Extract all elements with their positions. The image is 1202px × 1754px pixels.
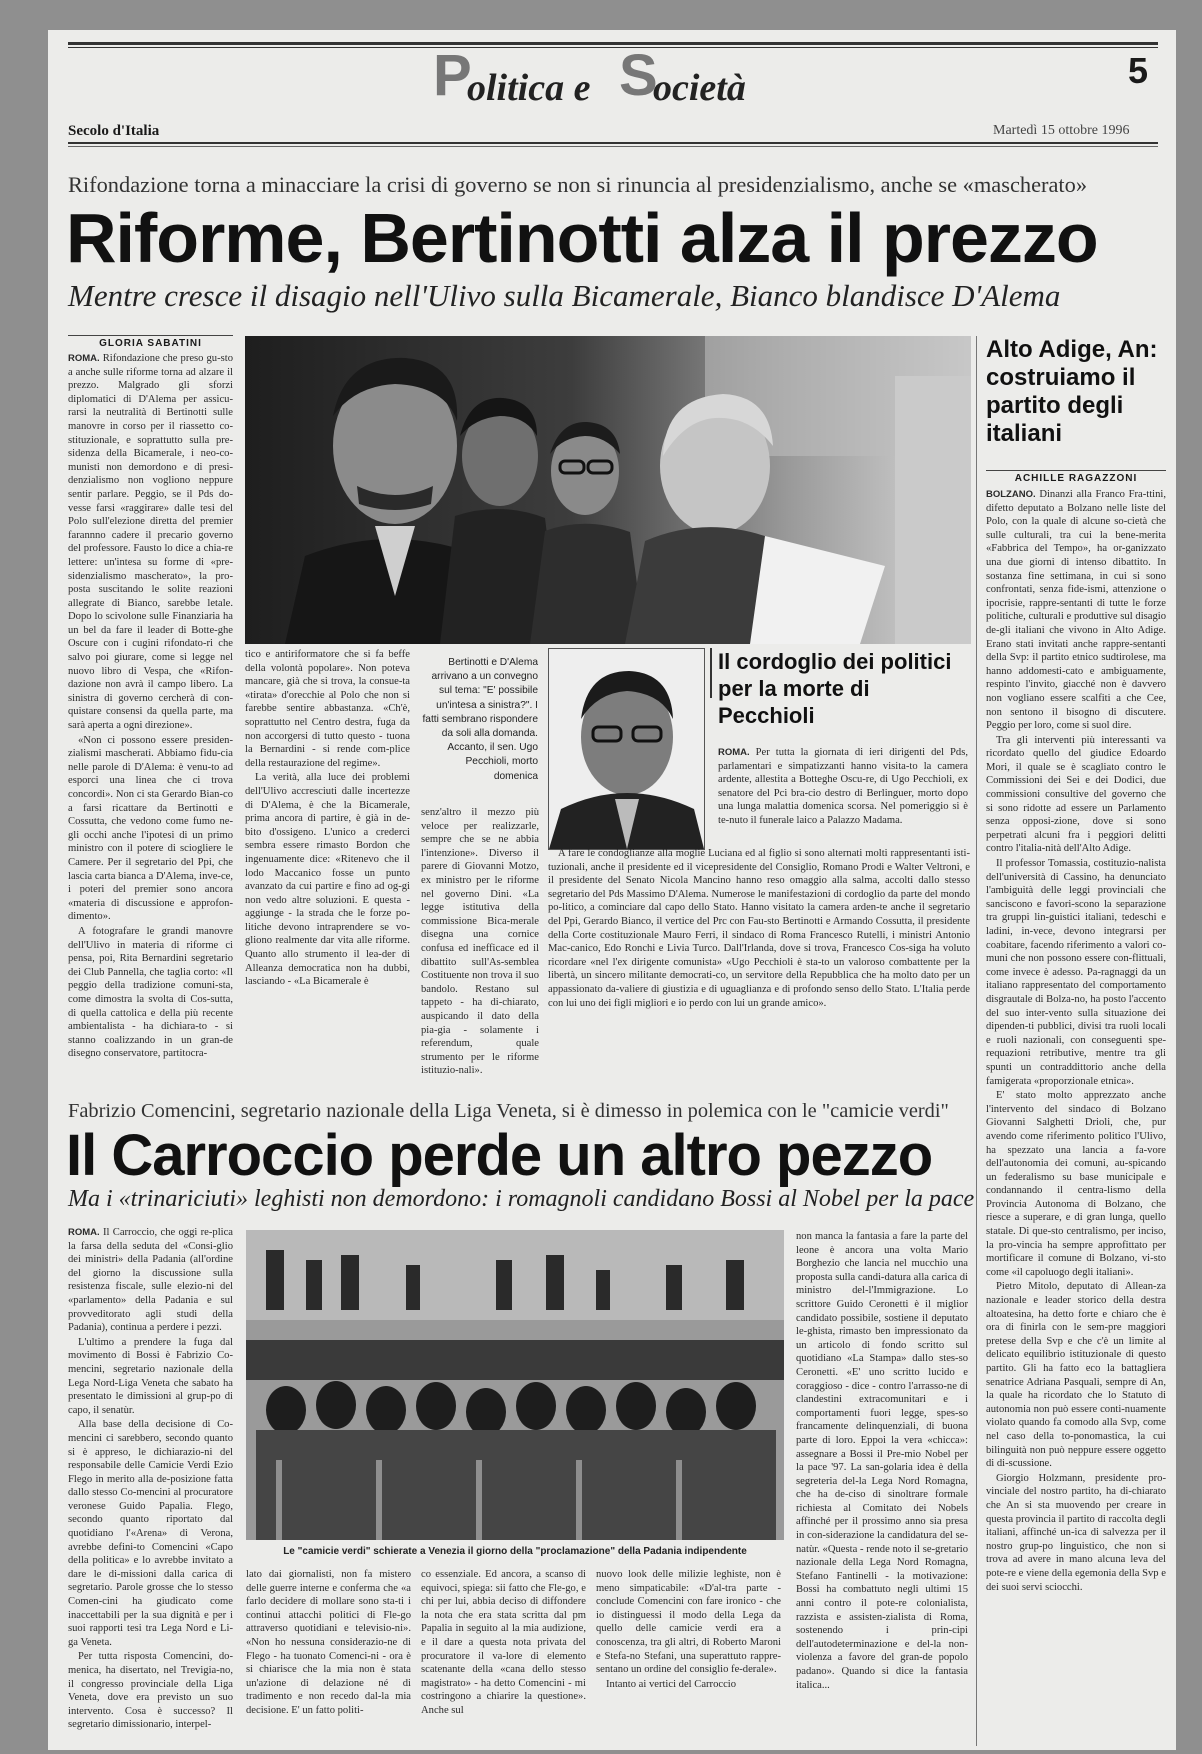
section-initial-p: P (433, 43, 472, 108)
lead-col2-text: tico e antiriformatore che si fa beffe della volontà popolare». Non poteva mancare, già che si trova, la consue-ta «tirata» d'orecchie al Polo che non si farebbe sentire abbastanza. «Ch'è, soprattutto nel Centro destra, fuga da non accorgersi di tutto questo - tuona la Bernardini - si rende com-plice della restaurazione del regime». (245, 649, 410, 769)
lead-photo-illustration (245, 336, 971, 644)
pecchioli-text: Per tutta la giornata di ieri dirigenti del Pds, parlamentari e simpatizzanti hanno visita-to la camera ardente, allestita a Botteghe Oscu-re, di Ugo Pecchioli, ex senatore del Pci bra-cio destro di Berlinguer, morto dopo una lunga malattia domenica scorsa. Nel pomeriggio si è te-nuto il funerale laico a Palazzo Madama. (718, 747, 968, 826)
second-subhead: Ma i «trinariciuti» leghisti non demordono: i romagnoli candidano Bossi al Nobel per la pace (68, 1186, 975, 1212)
lead-byline: GLORIA SABATINI (68, 335, 233, 349)
masthead-rule-thin (68, 146, 1158, 147)
alto-adige-text3: Il professor Tomassia, costituzio-nalista dell'università di Cassino, ha denunciato l'ambiguità delle leggi provinciali che sanciscono e favori-scono la separazione tra gruppi lin-guistici italiani, tedeschi e ladini, in-vece, devono integrarsi per coabitare, facendo riferimento a valori co-muni che non possono essere con-flittuali, come invece è adesso. Pa-ragnaggi da un italiano rappresentato del comportamento disgrautale di Bolza-no, ha posto l'accento del suo inter-vento sulla situazione dei dipenden-ti pubblici, divisi tra ruoli locali e ruoli nazionali, con conseguenti spe-requazioni retributive, mentre tra gli spunti un contraddittorio anche della famigerata «proporzionale etnica». (986, 858, 1166, 1087)
alto-adige-text: Dinanzi alla Franco Fra-ttini, difetto deputato a Bolzano nelle liste del Polo, con la quale di alcune so-cietà che sulle culturali, tra cui la bene-merita «Fabbrica del Tempo», ha or-ganizzato una due giorni di intenso dibattito. In sostanza fine settimana, in cui si sono confrontati, senza fide-ismi, attenzione o ipocrisie, rappre-sentanti di tutte le forze politiche, culturali e produttive sul disagio de-gli italiani che vivono in Alto Adige. Erano stati invitati anche rappre-sentanti della Svp: il partito etnico sudtirolese, ma hanno addomesti-cato e ambiguamente, respinto l'invito, giacché non è davvero non vogliano essere scalfiti a che Cee, non sentono il bisogno di discutere. Peggio per loro, come si suol dire. (986, 489, 1166, 732)
lead-headline: Riforme, Bertinotti alza il prezzo (66, 199, 1098, 277)
lead-kicker: Rifondazione torna a minacciare la crisi di governo se non si rinuncia al presidenzialismo, anche se «mascherato» (68, 172, 1088, 197)
camicie-verdi-caption: Le "camicie verdi" schierate a Venezia il giorno della "proclamazione" della Padania indipendente (283, 1546, 747, 1557)
second-column-1 (68, 1226, 233, 1746)
section-title-part2: ocietà (653, 67, 746, 109)
pecchioli-photo (548, 648, 705, 850)
lead-col1c-text: A fotografare le grandi manovre dell'Ulivo in materia di riforme ci pensa, poi, Rita Bernardini segretario dei Club Pannella, che taglia corto: «Il peggio della tradizione comuni-sta, come dimostra la svolta di Cos-sutta, di quella cattolica e della più recente ambientalista - ha dichiara-to - si stanno coalizzando in un gran-de disegno conservatore, partitocra- (68, 925, 233, 1060)
second-col1c-text: Alla base della decisione di Co-mencini ci sarebbero, secondo quanto si è appreso, le dichiarazio-ni del responsabile delle Camicie Verdi Ezio Flego in merito alla de-posizione fatta dallo stesso Co-mencini al procuratore veronese Guido Papalia. Flego, secondo quanto riportato dal quotidiano l'«Arena» di Verona, avrebbe defini-to Comencini «Capo della politica» e lo avrebbe invitato a dare le di-missioni dalla carica di segretario. Parole grosse che lo stesso Comen-cini ha giudicato come inaccettabili per la sua dignità e per i suoi rapporti tesi tra Lega Nord e Li-ga Veneta. (68, 1419, 233, 1648)
second-col5-text: non manca la fantasia a fare la parte del leone è ancora una volta Mario Borghezio che lancia nel mucchio una proposta sulla candi-datura alla carica di ministro del-l'Immigrazione. Lo scrittore Guido Ceronetti è il miglior candidato possibile, sostiene il deputato le-ghista, rimasto ben impressionato da un articolo di fondo scritto sul quotidiano «La Stampa» dallo stes-so Ceronetti. «E' uno scritto lucido e coraggioso - dice - contro l'arrasso-ne di clandestini extracomunitari e i comportamenti fuori legge, spes-so francamente delinquenziali, di buona parte di loro. Eppoi la vera «chicca»: assegnare a Bossi il Pre-mio Nobel per la pace '97. La san-golaria idea è della segreteria del-la Lega Nord Romagna, che ha de-ciso di sinoltrare formale richiesta al Comitato dei Nobels affinché per il prossimo anno sia presa in con-siderazione la candidatura del se-natùr. «Questa - rende noto il se-gretario nazionale della Lega Nord Romagna, Stefano Fantinelli - la motivazione: Bossi ha combattuto negli ultimi 15 anni contro il pote-re colonialista, razzista e assisten-zialista di Roma, sostenendo i prin-cipi dell'autodeterminazione e del-la non-violenza a favore del gran-de popolo padano». Quando si dice la fantasia italica... (796, 1231, 968, 1691)
second-col2-text: lato dai giornalisti, non fa mistero delle guerre interne e conferma che «a farlo decidere di mollare sono sta-ti i continui attacchi politici di Fle-go attraverso quotidiani e televisio-ni». «Non ho nessuna considerazio-ne di Flego - ha tuonato Comenci-ni - ora è si chiarisce che la mia non è stata un'azione di delazione né di tradimento e non recedo dal-la mia decisione. E' un fatto politi- (246, 1569, 411, 1716)
pecchioli-portrait (549, 649, 704, 849)
lead-column-1 (68, 352, 233, 1092)
alto-adige-column (986, 488, 1166, 1746)
lead-photo-bertinotti-dalema (245, 336, 971, 644)
second-dateline: ROMA. (68, 1227, 100, 1238)
lead-col1-text: Rifondazione che preso gu-sto a anche sulle riforme torna ad alzare il prezzo. Malgrado gli sforzi diplomatici di D'Alema per assicu-rarsi la neutralità di Bertinotti sulle manovre in corso per il riassetto co-stituzionale, e soprattutto sulla pre-sidenza della Bicamerale, i neo-co-munisti non demordono e di presi-denzialismo non vogliono neppure sentir parlare. Peggio, se il Pds do-vesse farsi «raggirare» dalle tesi del Polo sull'elezione diretta del premier farannno cadere il precario governo del professore. Fausto lo dice a chia-re lettere: un'intesa su forme di «pre-sidenzialismo mascherato», la pro-posta suscitando le solite reazioni allegrate di Bianco, sarebbe letale. Dopo lo scivolone sulle Finanziaria ha un bel da fare il leader di Botte-ghe Oscure con i cugini rifondato-ri che salvo poi giurare, come si legge nel nuovo libro di Vespa, che «Rifon-dazione non avrà il campo libero. La sinistra di governo cercherà di con-quistare consensi da quella parte, ma sarà aperta a ogni direzione». (68, 353, 233, 732)
alto-adige-text2: Tra gli interventi più interessanti va ricordato quello del giudice Edoardo Mori, il quale se è scagliato contro le Commissioni dei Sei e dei Dodici, due commissioni consultive del governo che si sono ridotte ad essere un Parlamento senza opposi-zione, dove si sono perpetrati alcuni fra i peggiori delitti contro l'italia-nità dell'Alto Adige. (986, 734, 1166, 855)
issue-date: Martedì 15 ottobre 1996 (993, 123, 1130, 138)
pecchioli-text-top (718, 746, 968, 826)
pecchioli-text-bottom (548, 847, 970, 1091)
second-col1-text: Il Carroccio, che oggi re-plica la farsa della seduta del «Consi-glio dei ministri» della Padania (all'ordine del giorno la discussione sulla resistenza fiscale, sulle elezio-ni del «parlamento» della Padania e sul provveditorato agli studi della Padania), continua a perdere i pezzi. (68, 1227, 233, 1334)
masthead-rule (68, 142, 1158, 144)
second-column-4 (596, 1568, 781, 1746)
lead-col1b-text: «Non ci possono essere presiden-zialismi mascherati. Abbiamo fidu-cia nelle parole di D'Alema: è venu-to ad esporci una linea che ci trova concordi». Non ci sta Gerardo Bian-co a farsi ricattare da Bertinotti e Cossutta, che vedono come fumo ne-gli occhi anche l'ipotesi di un primo ministro con il potere di sciogliere le Camere. Per il segretario del Ppi, che lascia carta bianca a D'Alema, inve-ce, i poteri del premier sono ancora «materia di discussione e approfon-dimento». (68, 734, 233, 923)
second-kicker: Fabrizio Comencini, segretario nazionale della Liga Veneta, si è dimesso in polemica con le "camicie verdi" (68, 1100, 949, 1122)
lead-dateline: ROMA. (68, 353, 100, 364)
alto-adige-text6: Giorgio Holzmann, presidente pro-vinciale del nostro partito, ha di-chiarato che An si sta muovendo per creare in questa provincia il partito di raccolta degli italiani, affinché un-ica di salvezza per il nostro grup-po linguistico, che non si trova ad avere in mano alcuna leva del pote-re e viene della egemonia della Svp e dei suoi servi sciocchi. (986, 1472, 1166, 1593)
section-initial-s: S (619, 43, 658, 108)
second-headline: Il Carroccio perde un altro pezzo (66, 1123, 933, 1188)
second-col3-text: co essenziale. Ed ancora, a scanso di equivoci, spiega: sii fatto che Fle-go, e chi per lui, abbia deciso di diffondere la nota che era stata scritta dal pm Papalia in seguito al la mia audizione, e il dare a questa nota privata del procuratore il va-lore di elemento scatenante della «cana dello stesso magistrato» - ha detto Comencini - mi costringono a chiarire la questione». Anche sul (421, 1569, 586, 1716)
lead-col2b-text: La verità, alla luce dei problemi dell'Ulivo accresciuti dalle incertezze di D'Alema, è che la Bicamerale, prima ancora di partire, è già in de-bito d'ossigeno. L'unico a crederci sembra essere rimasto Bordon che ingenuamente dice: «Ritenevo che il lodo Maccanico fosse un punto avanzato da cui partire e fino ad og-gi non vedo altre soluzioni. E questa - aggiunge - la strada che le forze po-litiche devono intraprendere se vo-gliono realmente dar vita alle riforme. Quanto allo strumento il lea-der di Alleanza democratica non ha dubbi, lasciando - «La Bicamerale è (245, 772, 410, 988)
alto-adige-byline: ACHILLE RAGAZZONI (986, 470, 1166, 484)
alto-adige-text5: Pietro Mitolo, deputato di Allean-za nazionale e leader storico della destra altoatesina, ha detto forte e chiaro che è ora di finirla con le sem-pre maggiori pretese della Svp e che c'è un limite al delicato equilibrio istituzionale di questo partito. Gli ha fatto eco la battagliera senatrice Adriana Pasquali, sempre di An, la quale ha ricordato che lo Statuto di autonomia non può essere conti-nuamente violato quando fa comodo alla Svp, come nel caso della to-ponomastica, la cui bilinguità non può neppure essere oggetto di di-scussione. (986, 1281, 1166, 1470)
paper-name: Secolo d'Italia (68, 123, 160, 139)
page-number: 5 (1128, 50, 1149, 91)
pecchioli-text2: A fare le condoglianze alla moglie Luciana ed al figlio si sono alternati molti rappresentanti isti-tuzionali, anche il presidente ed il vicepresidente del Consiglio, Romano Prodi e Walter Veltroni, e il presidente del Senato Nicola Mancino hanno reso omaggio alla salma, accolti dallo stesso segretario del Pds Massimo D'Alema. Numerose le manifestazioni di cordoglio da parte del mondo po-litico, a cominciare dal capo dello Stato. Hanno visitato la camera arden-te anche il segretario del Ppi, Gerardo Bianco, il vertice del Prc con Fau-sto Bertinotti e Armando Cossutta, il presidente della Corte costituzionale Mauro Ferri, il sindaco di Roma Francesco Rutelli, i ministri Antonio Mac-canico, Edo Ronchi e Livia Turco. Dall'Irlanda, dove si trova, Francesco Cos-siga ha voluto ricordare «nel l'ex dirigente comunista» «Ugo Pecchioli è sta-to un valoroso combattente per la libertà, un sincero militante democrati-co, un servitore della Repubblica che ha molto dato per un appassionato da-valiere di giustizia e di uguaglianza e di profondo senso dello Stato. L'Italia perde con lui uno dei figli migliori e io perdo con lui un grande amico». (548, 848, 970, 1009)
section-title-part1: olitica e (467, 67, 591, 109)
top-rule (68, 42, 1158, 45)
lead-subhead: Mentre cresce il disagio nell'Ulivo sulla Bicamerale, Bianco blandisce D'Alema (68, 278, 1061, 313)
second-column-2 (246, 1568, 411, 1746)
second-col4-text: nuovo look delle milizie leghiste, non è meno simpaticabile: «D'al-tra parte - conclude Comencini con fare ironico - che io distinguessi il modo della Lega da quello delle camicie verdi era a conoscenza, tra gli altri, di Roberto Maroni e Stefa-no Stefani, una superattuto rappre-sentano un ordine del consiglio fe-derale». (596, 1569, 781, 1676)
second-column-3 (421, 1568, 586, 1746)
pecchioli-headline: Il cordoglio dei politici per la morte di Pecchioli (718, 649, 952, 728)
alto-adige-text4: E' stato molto apprezzato anche l'intervento del sindaco di Bolzano Giovanni Salghetti Drioli, che, pur avendo come riferimento politico l'Ulivo, ha spezzato una lancia a fa-vore dell'autonomia dei comuni, au-spicando un federalismo su base municipale e condannando il centra-lismo della Provincia Autonoma di Bolzano, che riesce a superare, e di gran lunga, quello statale. Di que-sto centralismo, per inciso, la pro-vincia ha sempre approfittato per mortificare il comune di Bolzano, vi-sto come «il capoluogo degli italiani». (986, 1090, 1166, 1278)
pecchioli-dateline: ROMA. (718, 747, 750, 758)
alto-adige-headline: Alto Adige, An: costruiamo il partito degli italiani (986, 336, 1158, 447)
newspaper-page (48, 30, 1176, 1750)
second-col4b-text: Intanto ai vertici del Carroccio (606, 1678, 737, 1690)
lead-col3-text: senz'altro il mezzo più veloce per realizzarle, sempre che se ne abbia l'intenzione». Diverso il parere di Giovanni Motzo, ex ministro per le riforme nel governo Dini. «La legge istitutiva della commissione Bica-merale disegna una cornice confusa ed inefficace ed il dibattito sull'As-semblea Costituente non trova il suo bandolo. Restano sul tappeto - ha di-chiarato, auspicando il dato della pia-gia - solamente i referendum, quale strumento per le riforme istituzio-nali». (421, 807, 539, 1077)
second-col1b-text: L'ultimo a prendere la fuga dal movimento di Bossi è Fabrizio Co-mencini, segretario nazionale della Lega Nord-Liga Veneta che sabato ha presentato le dimissioni al grup-po di capo, il senatùr. (68, 1336, 233, 1416)
section-title (433, 43, 813, 110)
second-column-5 (796, 1230, 968, 1746)
camicie-verdi-illustration (246, 1230, 784, 1540)
lead-column-2 (245, 648, 410, 1090)
sidebar-rule (976, 336, 977, 1746)
pecchioli-head-rule (710, 648, 712, 698)
camicie-verdi-photo (246, 1230, 784, 1540)
second-col1d-text: Per tutta risposta Comencini, do-menica, ha disertato, nel Trevigia-no, il congresso provinciale della Liga Veneta, dove era previsto un suo intervento. Cosa è successo? Il segretario dimissionario, interpel- (68, 1651, 233, 1731)
alto-adige-dateline: BOLZANO. (986, 489, 1036, 500)
lead-photo-caption: Bertinotti e D'Alema arrivano a un convegno sul tema: "E' possibile un'intesa a sinistra?". I fatti sembrano rispondere da soli alla domanda. Accanto, il sen. Ugo Pecchioli, morto domenica (422, 657, 538, 782)
lead-column-3 (421, 806, 539, 1090)
